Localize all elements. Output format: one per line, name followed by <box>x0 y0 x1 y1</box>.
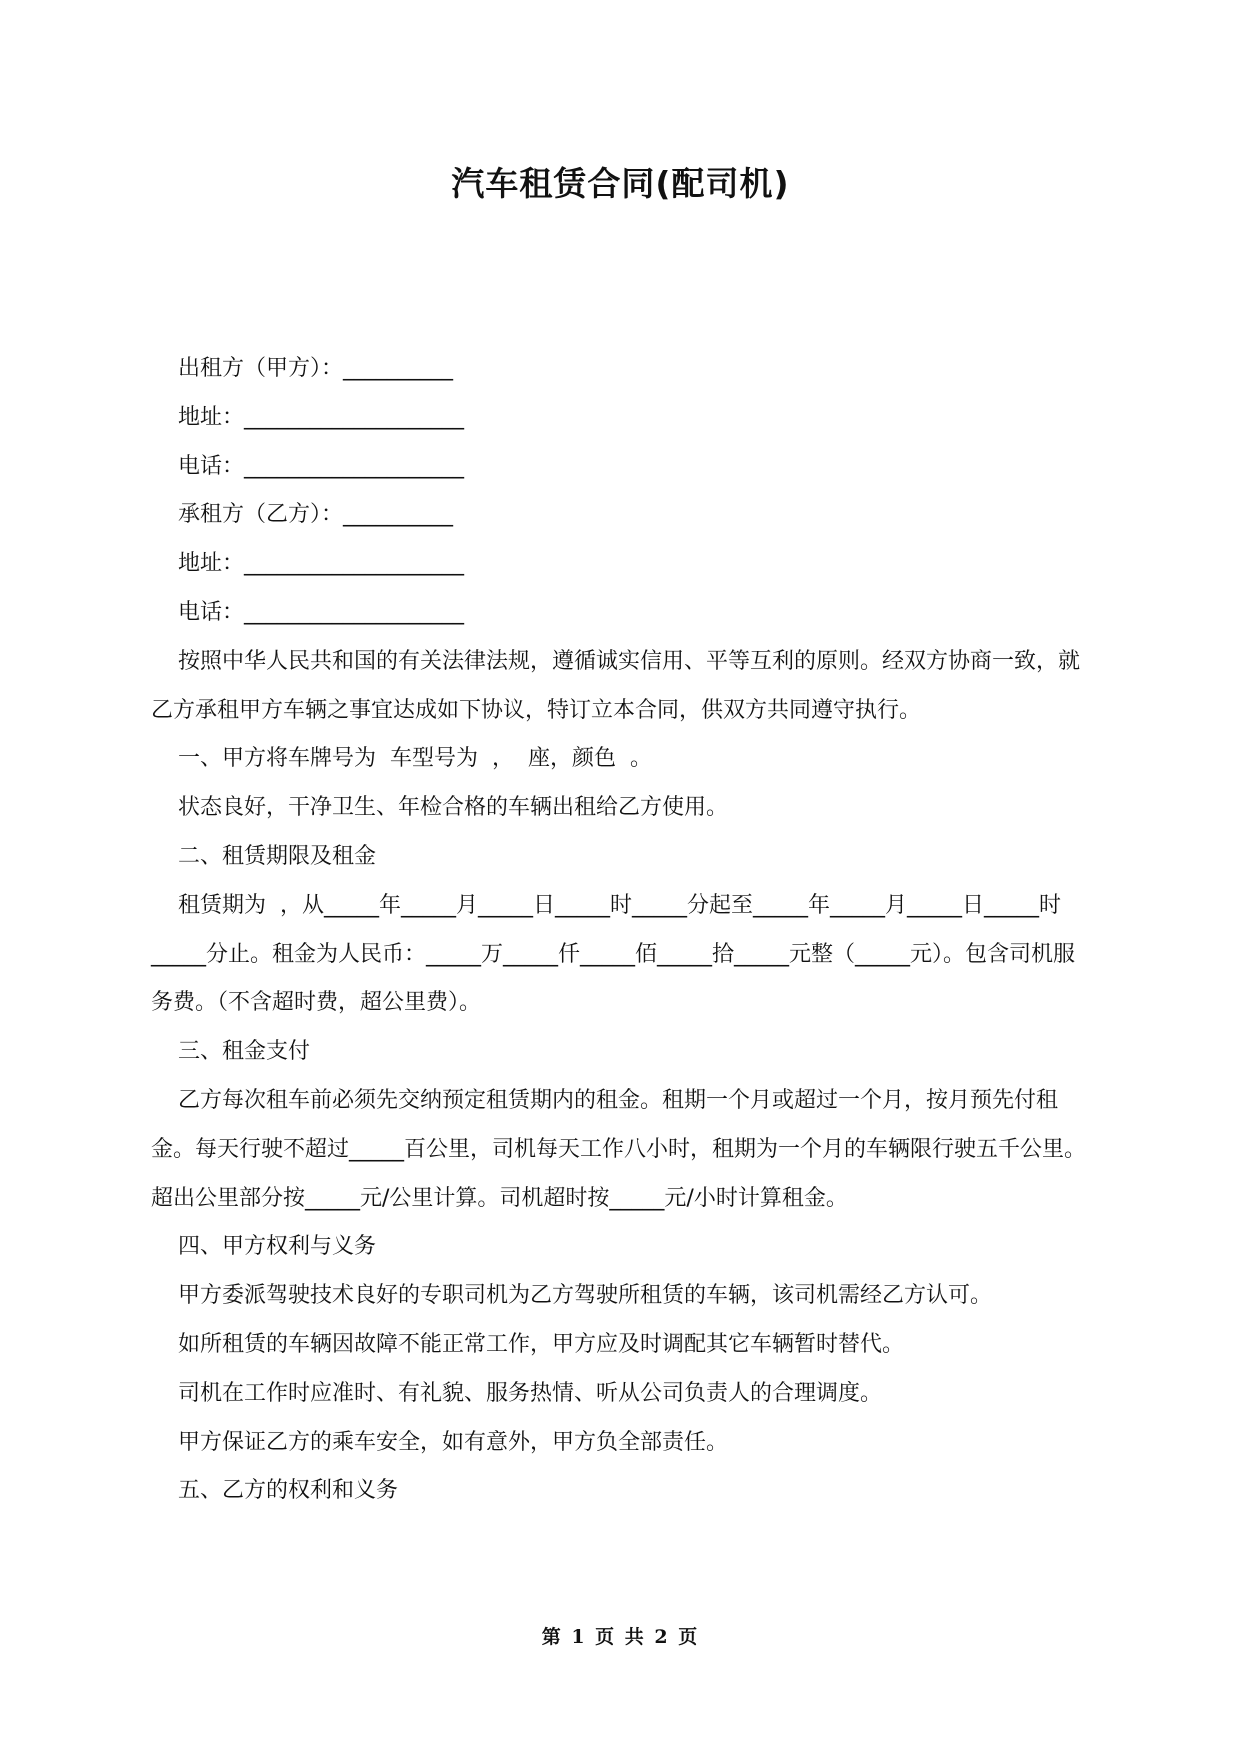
document-body <box>151 345 1091 1516</box>
preamble-paragraph: 按照中华人民共和国的有关法律法规，遵循诚实信用、平等互利的原则。经双方协商一致，就乙方承租甲方车辆之事宜达成如下协议，特订立本合同，供双方共同遵守执行。 <box>151 648 1081 723</box>
section-3-heading: 三、租金支付 <box>178 1039 311 1065</box>
page-number-footer: 第 1 页 共 2 页 <box>541 1626 700 1648</box>
party-a-address-line: 地址：____________________ <box>178 404 465 430</box>
party-a-phone-line: 电话：____________________ <box>178 453 465 479</box>
section-4-paragraph-2: 如所租赁的车辆因故障不能正常工作，甲方应及时调配其它车辆暂时替代。 <box>178 1331 905 1357</box>
party-b-name-line: 承租方（乙方）：__________ <box>178 502 454 528</box>
party-b-address-line: 地址：____________________ <box>178 551 465 577</box>
section-1-paragraph: 状态良好，干净卫生、年检合格的车辆出租给乙方使用。 <box>178 795 729 821</box>
section-1-heading: 一、甲方将车牌号为 车型号为 ， 座，颜色 。 <box>178 746 652 772</box>
section-4-paragraph-4: 甲方保证乙方的乘车安全，如有意外，甲方负全部责任。 <box>178 1429 729 1455</box>
section-4-paragraph-3: 司机在工作时应准时、有礼貌、服务热情、听从公司负责人的合理调度。 <box>178 1380 883 1406</box>
section-4-heading: 四、甲方权利与义务 <box>178 1234 377 1260</box>
section-5-heading: 五、乙方的权利和义务 <box>178 1478 399 1504</box>
party-a-name-line: 出租方（甲方）：__________ <box>178 356 454 381</box>
section-3-paragraph: 乙方每次租车前必须先交纳预定租赁期内的租金。租期一个月或超过一个月，按月预先付租金。每天行驶不超过_____百公里，司机每天工作八小时，租期为一个月的车辆限行驶五千公里。超出公里部分按_____元/公里计算。司机超时按_____元/小时计算租金。 <box>151 1087 1087 1211</box>
party-b-phone-line: 电话：____________________ <box>178 599 465 625</box>
section-2-paragraph: 租赁期为 ，从_____年_____月_____日_____时_____分起至_____年_____月_____日_____时_____分止。租金为人民币：_____万_____仟_____佰_____拾_____元整（_____元）。包含司机服务费。（不含超时费，超公里费）。 <box>151 892 1076 1016</box>
section-4-paragraph-1: 甲方委派驾驶技术良好的专职司机为乙方驾驶所租赁的车辆，该司机需经乙方认可。 <box>178 1283 993 1309</box>
section-2-heading: 二、租赁期限及租金 <box>178 843 377 869</box>
document-title: 汽车租赁合同(配司机) <box>451 164 790 203</box>
